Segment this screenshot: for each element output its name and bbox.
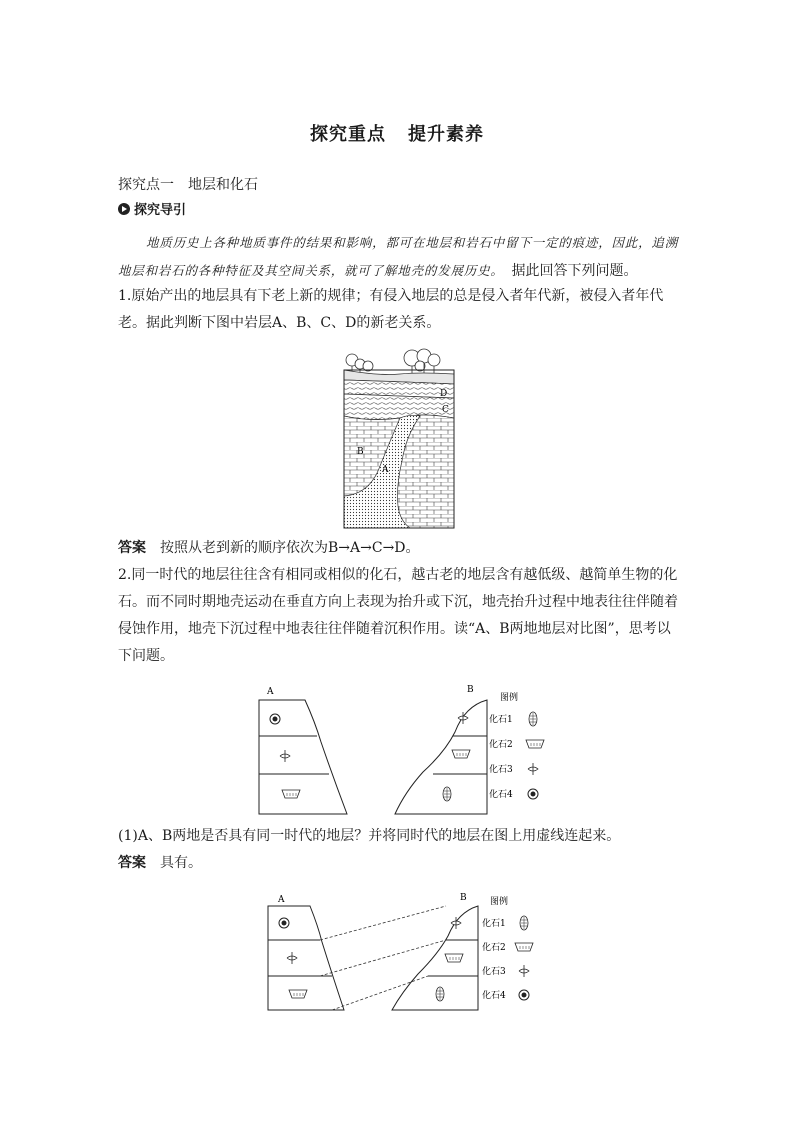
fossil-4-icon	[528, 789, 538, 799]
question-2: 2.同一时代的地层往往含有相同或相似的化石，越古老的地层含有越低级、越简单生物的化石。而不同时期地壳运动在垂直方向上表现为抬升或下沉，地壳抬升过程中地表往往伴随着侵蚀作用，地壳下沉过程中地表往往伴随着沉积作用。读“A、B两地地层对比图”，思考以下问题。	[118, 567, 678, 664]
legend-item-1: 化石1	[489, 715, 513, 725]
fossil-1-icon	[520, 916, 528, 930]
fossil-2-icon	[526, 740, 544, 748]
intro-text: 地质历史上各种地质事件的结果和影响，都可在地层和岩石中留下一定的痕迹，因此，追溯地层和岩石的各种特征及其空间关系，就可了解地壳的发展历史。	[118, 235, 679, 278]
answer-1	[118, 537, 420, 557]
strata-diagram	[340, 346, 458, 532]
tree-icon	[346, 349, 440, 376]
legend-item-3: 化石3	[482, 967, 506, 977]
legend-item-2: 化石2	[489, 740, 513, 750]
intro-paragraph	[118, 229, 680, 285]
site-a-label: A	[267, 687, 274, 697]
fossil-4-icon	[270, 714, 280, 724]
legend-item-4: 化石4	[482, 991, 506, 1001]
label-c: C	[442, 405, 449, 415]
title-part-2: 提升素养	[408, 124, 484, 145]
guide-label: 探究导引	[134, 203, 187, 218]
answer-label: 答案	[118, 855, 146, 871]
legend-item-3: 化石3	[489, 765, 513, 775]
answer-1-text: 按照从老到新的顺序依次为B→A→C→D。	[160, 540, 420, 556]
fossil-2-icon	[282, 790, 300, 798]
label-d: D	[440, 389, 448, 399]
site-b-label: B	[467, 685, 474, 695]
label-b: B	[357, 447, 364, 457]
fossil-1-icon	[436, 987, 444, 1001]
title-part-1: 探究重点	[310, 124, 386, 145]
fossil-2-icon	[445, 954, 463, 962]
site-a-label: A	[278, 895, 285, 905]
fossil-4-icon	[519, 990, 529, 1000]
fossil-2-icon	[452, 750, 470, 758]
strata-comparison-diagram	[255, 682, 555, 818]
fossil-3-icon	[519, 965, 529, 977]
site-b-label: B	[460, 893, 467, 903]
fossil-1-icon	[529, 712, 537, 726]
legend-item-2: 化石2	[482, 943, 506, 953]
legend-title: 图例	[490, 897, 509, 907]
guide-heading	[118, 199, 186, 218]
question-2-1: (1)A、B两地是否具有同一时代的地层？并将同时代的地层在图上用虚线连起来。	[118, 828, 621, 844]
page-title	[0, 120, 794, 146]
legend-item-1: 化石1	[482, 919, 506, 929]
play-circle-icon	[118, 203, 130, 215]
answer-label: 答案	[118, 540, 146, 556]
question-1: 1.原始产出的地层具有下老上新的规律；有侵入地层的总是侵入者年代新，被侵入者年代老。据此判断下图中岩层A、B、C、D的新老关系。	[118, 288, 664, 331]
strata-comparison-answer-diagram	[262, 890, 538, 1016]
answer-2	[118, 852, 202, 872]
label-a: A	[382, 465, 389, 475]
intro-tail: 据此回答下列问题。	[511, 263, 638, 279]
fossil-4-icon	[279, 918, 289, 928]
fossil-2-icon	[515, 943, 533, 951]
answer-2-text: 具有。	[160, 855, 202, 871]
fossil-3-icon	[528, 763, 538, 775]
legend-title: 图例	[500, 693, 519, 703]
fossil-1-icon	[443, 787, 451, 801]
legend-item-4: 化石4	[489, 790, 513, 800]
section-heading: 探究点一 地层和化石	[118, 177, 258, 193]
fossil-2-icon	[289, 990, 307, 998]
